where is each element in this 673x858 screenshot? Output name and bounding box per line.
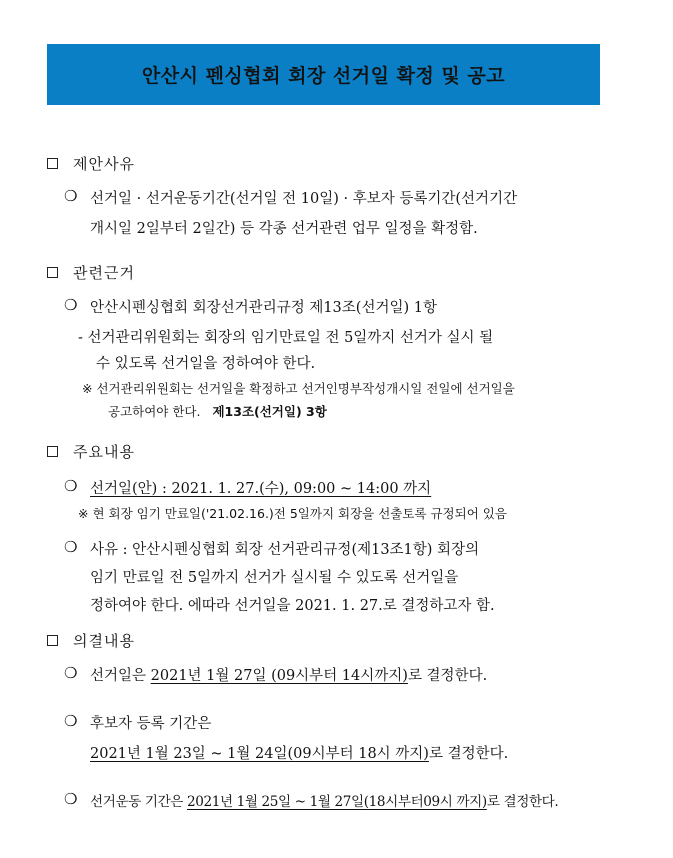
ring-bullet-icon: ❍ [64, 187, 78, 205]
section-heading-main-content: 주요내용 [73, 443, 135, 461]
ring-bullet-icon: ❍ [64, 296, 78, 314]
ring-bullet-icon: ❍ [64, 790, 78, 808]
registration-suffix: 로 결정한다. [428, 746, 509, 762]
page-title: 안산시 펜싱협회 회장 선거일 확정 및 공고 [141, 65, 506, 87]
campaign-period-underlined: 2021년 1월 25일 ~ 1월 27일(18시부터09시 까지) [186, 794, 487, 810]
election-date-proposal: 선거일(안) : 2021. 1. 27.(수), 09:00 ~ 14:00 까지 [90, 481, 432, 497]
reason-line3: 정하여야 한다. 에따라 선거일을 2021. 1. 27.로 결정하고자 함. [90, 598, 495, 614]
checkbox-square-icon [47, 446, 58, 457]
reason-line2: 임기 만료일 전 5일까지 선거가 실시될 수 있도록 선거일을 [90, 570, 459, 586]
resolution-date-underlined: 2021년 1월 27일 (09시부터 14시까지) [150, 668, 408, 684]
basis-note-reference: 제13조(선거일) 3항 [212, 404, 327, 419]
registration-period-underlined: 2021년 1월 23일 ~ 1월 24일(09시부터 18시 까지) [90, 746, 429, 762]
candidate-registration-label: 후보자 등록 기간은 [90, 716, 212, 732]
term-expiry-note: ※ 현 회장 임기 만료일('21.02.16.)전 5일까지 회장을 선출토록 규정되어 있음 [78, 506, 507, 521]
proposal-text-line2: 개시일 2일부터 2일간) 등 각종 선거관련 업무 일정을 확정함. [90, 221, 478, 237]
ring-bullet-icon: ❍ [64, 664, 78, 682]
basis-note-line1: ※ 선거관리위원회는 선거일을 확정하고 선거인명부작성개시일 전일에 선거일을 [82, 381, 515, 396]
resolution-text: 선거일은 [90, 668, 151, 684]
checkbox-square-icon [47, 635, 58, 646]
basis-dash-line2: 수 있도록 선거일을 정하여야 한다. [96, 356, 316, 372]
campaign-period [90, 790, 558, 810]
section-heading-resolution: 의결내용 [73, 632, 135, 650]
resolution-suffix: 로 결정한다. [407, 668, 488, 684]
ring-bullet-icon: ❍ [64, 477, 78, 495]
resolution-election-date [90, 664, 487, 685]
checkbox-square-icon [47, 267, 58, 278]
ring-bullet-icon: ❍ [64, 538, 78, 556]
basis-rule-text: 안산시펜싱협회 회장선거관리규정 제13조(선거일) 1항 [90, 300, 437, 316]
basis-note-text: 공고하여야 한다. [108, 404, 201, 419]
section-heading-basis: 관련근거 [73, 264, 135, 282]
basis-note-line2 [108, 402, 327, 420]
candidate-registration-period [90, 742, 508, 763]
title-banner [47, 44, 600, 105]
ring-bullet-icon: ❍ [64, 712, 78, 730]
checkbox-square-icon [47, 158, 58, 169]
campaign-text: 선거운동 기간은 [90, 794, 187, 810]
campaign-suffix: 로 결정한다. [486, 794, 559, 810]
proposal-text-line1: 선거일 · 선거운동기간(선거일 전 10일) · 후보자 등록기간(선거기간 [90, 191, 518, 207]
reason-line1: 사유 : 안산시펜싱협회 회장 선거관리규정(제13조1항) 회장의 [90, 542, 480, 558]
basis-dash-line1: - 선거관리위원회는 회장의 임기만료일 전 5일까지 선거가 실시 될 [78, 330, 494, 346]
section-heading-proposal: 제안사유 [73, 155, 135, 173]
